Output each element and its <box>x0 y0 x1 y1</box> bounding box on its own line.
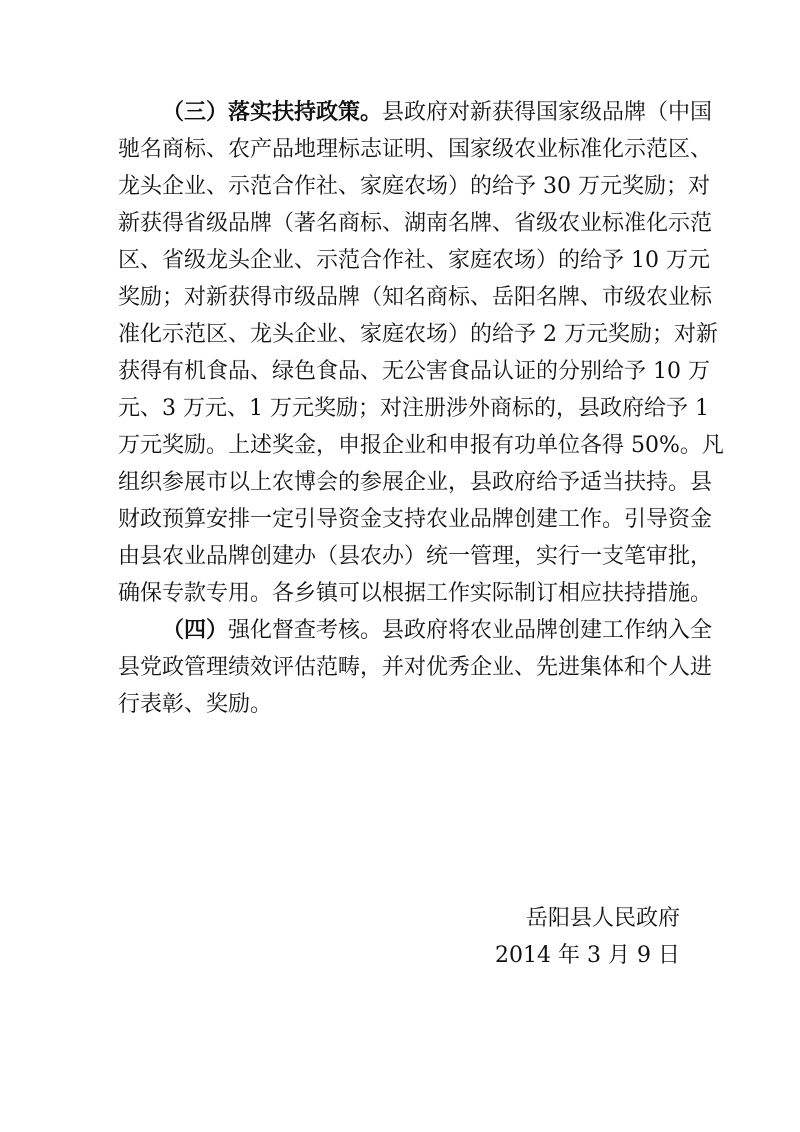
section3-line-2: 驰名商标、农产品地理标志证明、国家级农业标准化示范区、 <box>118 137 713 162</box>
signature-block <box>480 900 680 974</box>
section3-line-4: 新获得省级品牌（著名商标、湖南名牌、省级农业标准化示范 <box>118 211 713 236</box>
document-body <box>118 94 724 723</box>
section3-line-5: 区、省级龙头企业、示范合作社、家庭农场）的给予 10 万元 <box>118 248 710 273</box>
section3-line-1: 对新获得国家级品牌（中国 <box>448 100 713 125</box>
section3-line-3: 龙头企业、示范合作社、家庭农场）的给予 30 万元奖励；对 <box>118 174 710 199</box>
section3-line-12: 财政预算安排一定引导资金支持农业品牌创建工作。引导资金 <box>118 507 713 532</box>
section3-lead: 县政府 <box>382 100 449 125</box>
section4-heading: （四） <box>162 618 229 643</box>
section3-heading: （三）落实扶持政策。 <box>162 100 383 125</box>
signature-date: 2014 年 3 月 9 日 <box>495 943 680 968</box>
section3-line-9: 元、3 万元、1 万元奖励；对注册涉外商标的，县政府给予 1 <box>118 396 709 421</box>
section3-line-11: 组织参展市以上农博会的参展企业，县政府给予适当扶持。县 <box>118 470 713 495</box>
section3-line-7: 准化示范区、龙头企业、家庭农场）的给予 2 万元奖励；对新 <box>118 322 718 347</box>
signature-org: 岳阳县人民政府 <box>525 906 680 931</box>
section3-line-8: 获得有机食品、绿色食品、无公害食品认证的分别给予 10 万 <box>118 359 710 384</box>
section3-first-line <box>118 94 713 131</box>
section3-line-6: 奖励；对新获得市级品牌（知名商标、岳阳名牌、市级农业标 <box>118 285 713 310</box>
section3-line-14: 确保专款专用。各乡镇可以根据工作实际制订相应扶持措施。 <box>118 581 713 606</box>
section4-first-line <box>118 612 713 649</box>
section4-line-2: 县党政管理绩效评估范畴，并对优秀企业、先进集体和个人进 <box>118 655 713 680</box>
section3-line-13: 由县农业品牌创建办（县农办）统一管理，实行一支笔审批， <box>118 544 713 569</box>
section4-line-1: 强化督查考核。县政府将农业品牌创建工作纳入全 <box>228 618 713 643</box>
section3-line-10: 万元奖励。上述奖金，申报企业和申报有功单位各得 50%。凡 <box>118 433 724 458</box>
section4-line-3: 行表彰、奖励。 <box>118 692 273 717</box>
